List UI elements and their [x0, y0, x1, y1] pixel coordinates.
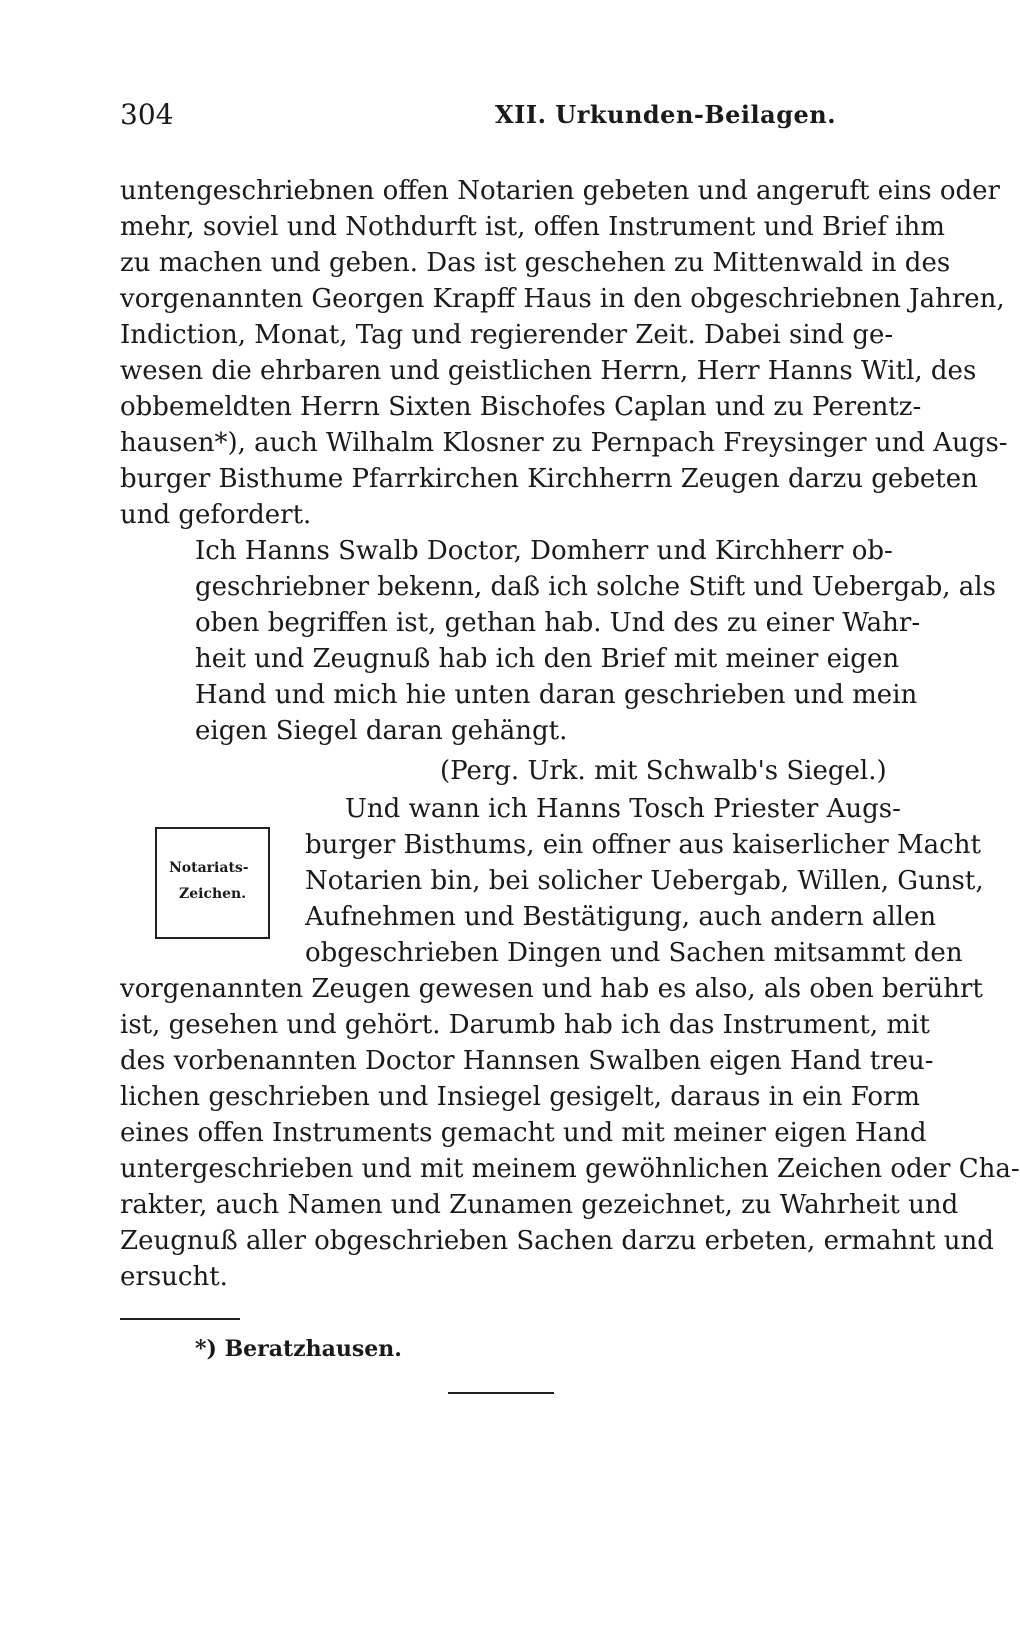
declaration-line: Hand und mich hie unten daran geschrieben und mein [195, 680, 918, 710]
declaration-line: oben begriffen ist, gethan hab. Und des zu einer Wahr- [195, 608, 921, 638]
notary-line: burger Bisthums, ein offner aus kaiserlicher Macht [305, 830, 981, 860]
page-number: 304 [120, 98, 174, 131]
notary-box-label: Notariats- [169, 860, 249, 876]
notary-line: vorgenannten Zeugen gewesen und hab es also, als oben berührt [120, 974, 983, 1004]
text-line: zu machen und geben. Das ist geschehen zu Mittenwald in des [120, 248, 951, 278]
notary-line: eines offen Instruments gemacht und mit meiner eigen Hand [120, 1118, 927, 1148]
declaration-line: geschriebner bekenn, daß ich solche Stift und Uebergab, als [195, 572, 996, 602]
text-line: untengeschriebnen offen Notarien gebeten und angeruft eins oder [120, 176, 1000, 206]
notary-line: des vorbenannten Doctor Hannsen Swalben eigen Hand treu- [120, 1046, 934, 1076]
notary-line: lichen geschrieben und Insiegel gesigelt, daraus in ein Form [120, 1082, 921, 1112]
running-head: XII. Urkunden-Beilagen. [495, 100, 837, 129]
text-line: vorgenannten Georgen Krapff Haus in den obgeschriebnen Jahren, [120, 284, 1005, 314]
text-line: burger Bisthume Pfarrkirchen Kirchherrn Zeugen darzu gebeten [120, 464, 978, 494]
notary-mark-box [155, 827, 270, 939]
text-line: wesen die ehrbaren und geistlichen Herrn, Herr Hanns Witl, des [120, 356, 977, 386]
seal-note: (Perg. Urk. mit Schwalb's Siegel.) [440, 756, 887, 786]
text-line: hausen*), auch Wilhalm Klosner zu Pernpach Freysinger und Augs- [120, 428, 1008, 458]
declaration-line: heit und Zeugnuß hab ich den Brief mit meiner eigen [195, 644, 900, 674]
text-line: obbemeldten Herrn Sixten Bischofes Caplan und zu Perentz- [120, 392, 922, 422]
notary-line: untergeschrieben und mit meinem gewöhnlichen Zeichen oder Cha- [120, 1154, 1020, 1184]
notary-line: Aufnehmen und Bestätigung, auch andern allen [305, 902, 937, 932]
notary-line: Zeugnuß aller obgeschrieben Sachen darzu erbeten, ermahnt und [120, 1226, 994, 1256]
text-line: und gefordert. [120, 500, 312, 530]
notary-line: obgeschrieben Dingen und Sachen mitsammt den [305, 938, 963, 968]
footnote-separator [120, 1318, 240, 1320]
end-rule [448, 1392, 554, 1394]
text-line: Indiction, Monat, Tag und regierender Zeit. Dabei sind ge- [120, 320, 894, 350]
page-header [120, 98, 920, 142]
text-line: mehr, soviel und Nothdurft ist, offen Instrument und Brief ihm [120, 212, 945, 242]
footnote: *) Beratzhausen. [195, 1336, 402, 1362]
notary-line: rakter, auch Namen und Zunamen gezeichnet, zu Wahrheit und [120, 1190, 959, 1220]
notary-box-label: Zeichen. [179, 886, 247, 902]
declaration-line: Ich Hanns Swalb Doctor, Domherr und Kirchherr ob- [195, 536, 893, 566]
notary-line: Notarien bin, bei solicher Uebergab, Willen, Gunst, [305, 866, 984, 896]
notary-line: ist, gesehen und gehört. Darumb hab ich das Instrument, mit [120, 1010, 930, 1040]
notary-line: Und wann ich Hanns Tosch Priester Augs- [345, 794, 901, 824]
notary-line: ersucht. [120, 1262, 228, 1292]
declaration-line: eigen Siegel daran gehängt. [195, 716, 568, 746]
